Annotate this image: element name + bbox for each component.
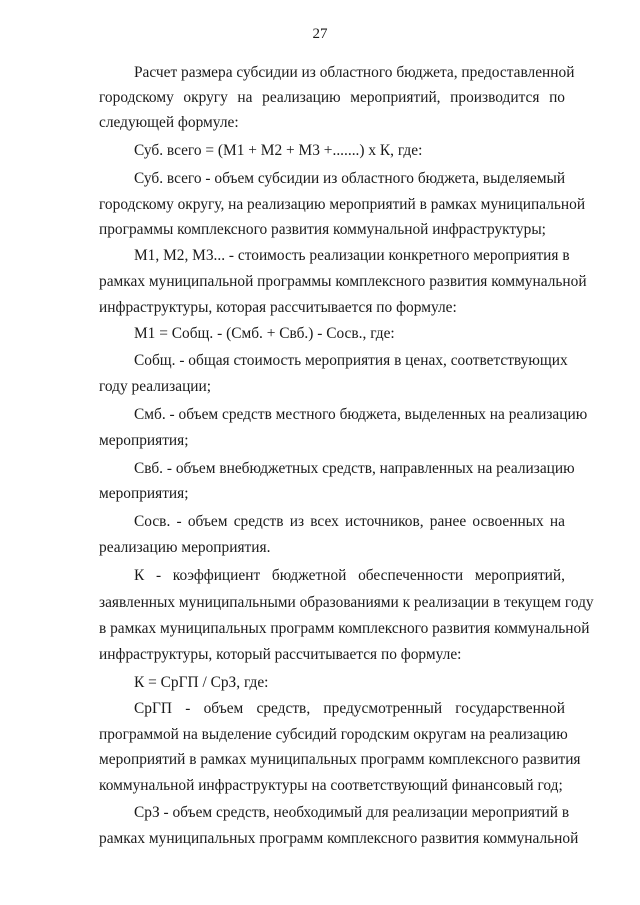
text-line: Свб. - объем внебюджетных средств, направленных на реализацию	[134, 460, 575, 477]
text-line: мероприятий в рамках муниципальных программ комплексного развития	[99, 751, 581, 768]
text-line: рамках муниципальной программы комплексного развития коммунальной	[99, 273, 587, 290]
text-line: М1, М2, М3... - стоимость реализации конкретного мероприятия в	[134, 247, 570, 264]
text-line: городскому округу на реализацию мероприятий, производится по	[99, 89, 565, 106]
text-line: инфраструктуры, которая рассчитывается по формуле:	[99, 299, 457, 316]
text-line: СрГП - объем средств, предусмотренный государственной	[134, 700, 565, 717]
text-line: М1 = Собщ. - (Смб. + Свб.) - Сосв., где:	[134, 325, 395, 342]
text-line: программы комплексного развития коммунальной инфраструктуры;	[99, 221, 546, 238]
text-line: программой на выделение субсидий городским округам на реализацию	[99, 726, 568, 743]
text-line: следующей формуле:	[99, 114, 239, 131]
text-line: Смб. - объем средств местного бюджета, выделенных на реализацию	[134, 406, 588, 423]
text-line: К = СрГП / СрЗ, где:	[134, 674, 269, 691]
text-line: Сосв. - объем средств из всех источников, ранее освоенных на	[134, 513, 565, 530]
text-line: коммунальной инфраструктуры на соответствующий финансовый год;	[99, 777, 563, 794]
text-line: инфраструктуры, который рассчитывается по формуле:	[99, 646, 462, 663]
text-line: в рамках муниципальных программ комплексного развития коммунальной	[99, 620, 590, 637]
text-line: Суб. всего = (М1 + М2 + М3 +.......) х К, где:	[134, 142, 423, 159]
text-line: рамках муниципальных программ комплексного развития коммунальной	[99, 830, 579, 847]
text-line: Расчет размера субсидии из областного бюджета, предоставленной	[134, 64, 575, 81]
text-line: городскому округу, на реализацию мероприятий в рамках муниципальной	[99, 196, 586, 213]
text-line: мероприятия;	[99, 485, 189, 502]
text-line: Собщ. - общая стоимость мероприятия в ценах, соответствующих	[134, 352, 568, 369]
text-line: году реализации;	[99, 378, 212, 395]
text-line: К - коэффициент бюджетной обеспеченности мероприятий,	[134, 567, 565, 584]
text-line: мероприятия;	[99, 432, 189, 449]
text-line: заявленных муниципальными образованиями к реализации в текущем году	[99, 594, 594, 611]
page-number: 27	[312, 26, 328, 42]
text-line: реализацию мероприятия.	[99, 539, 271, 556]
text-line: Суб. всего - объем субсидии из областного бюджета, выделяемый	[134, 170, 566, 187]
text-line: СрЗ - объем средств, необходимый для реализации мероприятий в	[134, 804, 570, 821]
